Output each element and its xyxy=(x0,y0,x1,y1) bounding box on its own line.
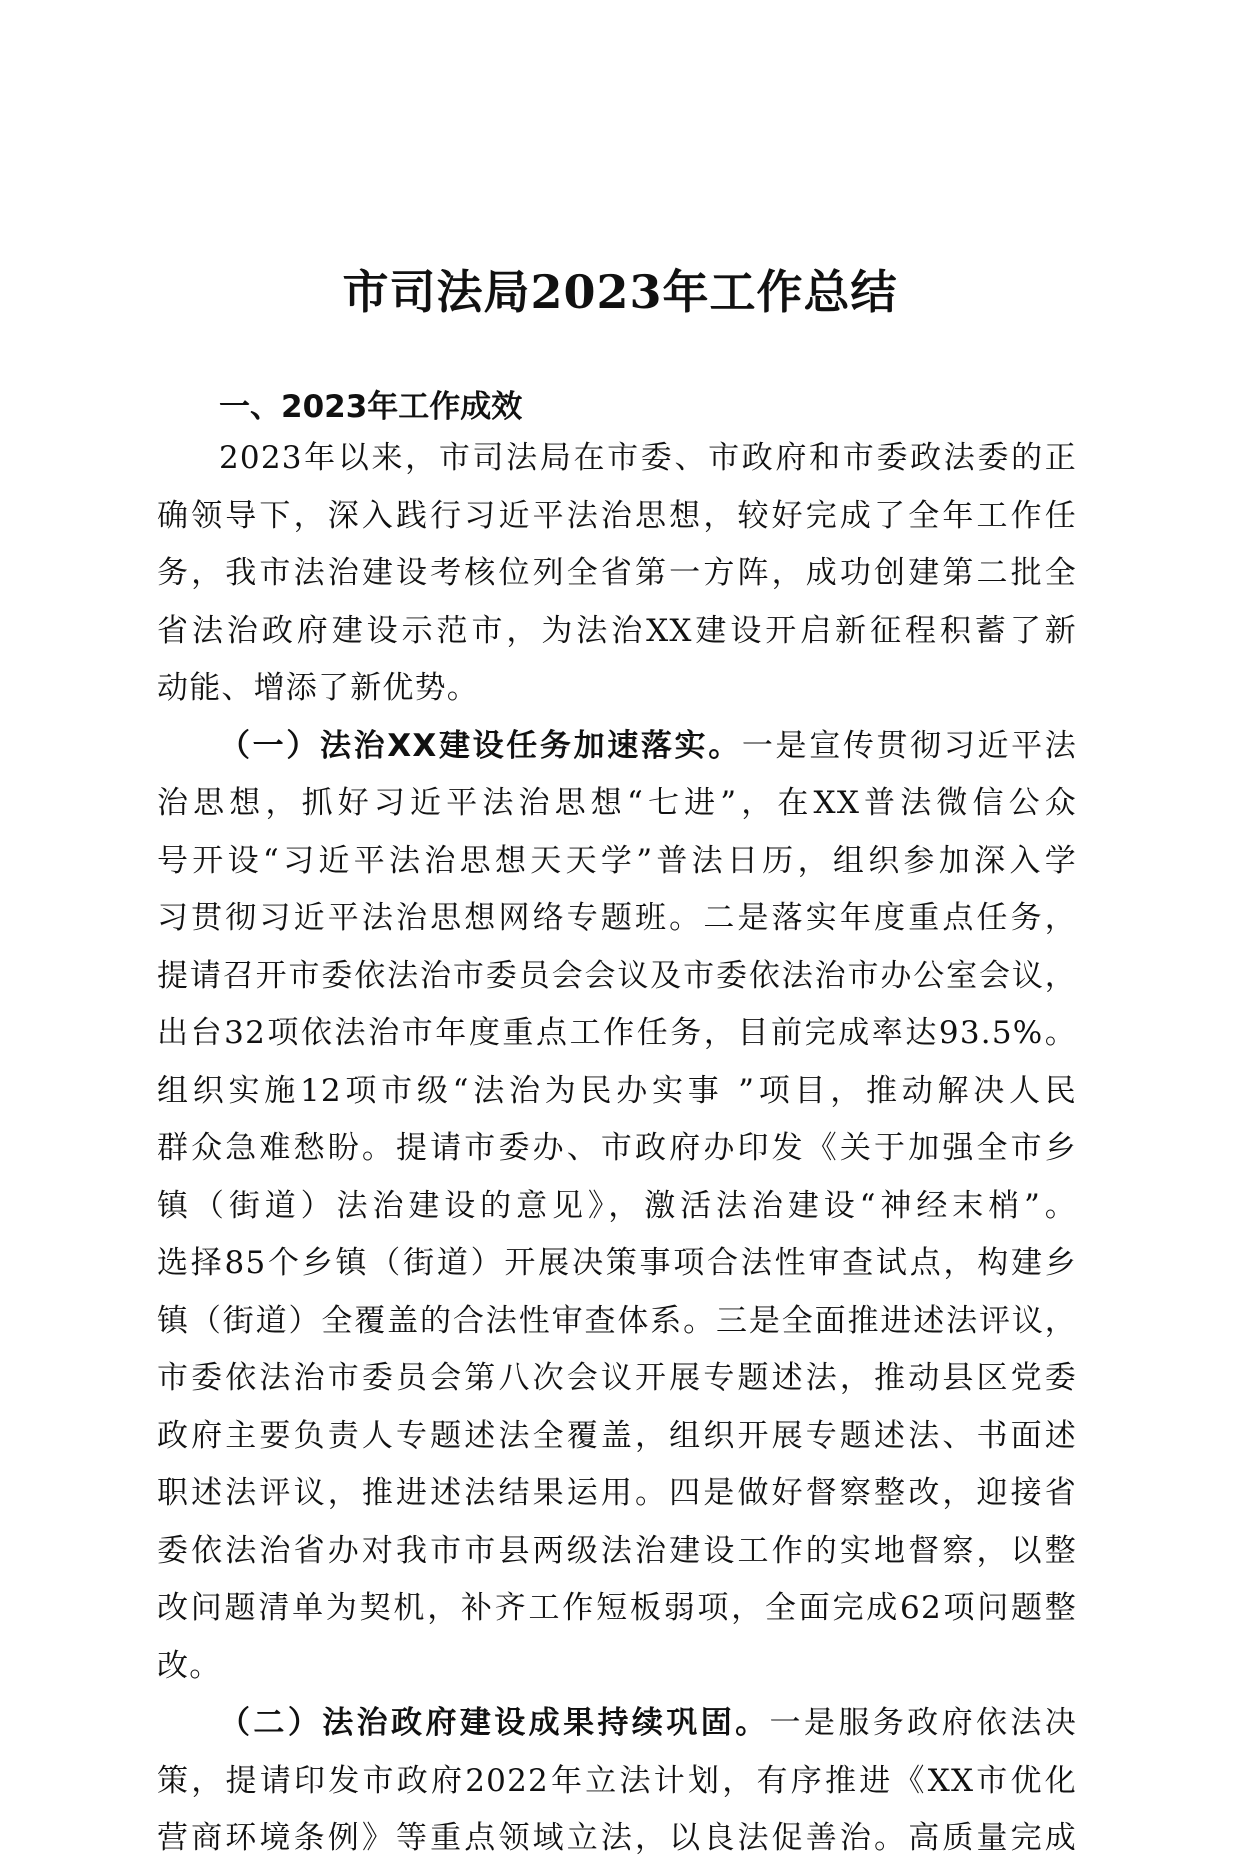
paragraph-line: 策，提请印发市政府2022年立法计划，有序推进《XX市优化 xyxy=(157,1762,1077,1799)
paragraph-line: 确领导下，深入践行习近平法治思想，较好完成了全年工作任 xyxy=(157,497,1077,534)
part2-lead-heading: （二）法治政府建设成果持续巩固。 xyxy=(219,1705,770,1741)
paragraph-line: 委依法治省办对我市市县两级法治建设工作的实地督察，以整 xyxy=(157,1532,1077,1569)
paragraph-line: 改。 xyxy=(157,1647,222,1684)
paragraph-line: 群众急难愁盼。提请市委办、市政府办印发《关于加强全市乡 xyxy=(157,1130,1077,1166)
paragraph-line: 职述法评议，推进述法结果运用。四是做好督察整改，迎接省 xyxy=(157,1475,1077,1511)
paragraph-line: 镇（街道）全覆盖的合法性审查体系。三是全面推进述法评议， xyxy=(157,1302,1077,1339)
paragraph-line: 镇（街道）法治建设的意见》，激活法治建设“神经末梢”。 xyxy=(157,1187,1077,1224)
paragraph-line: 选择85个乡镇（街道）开展决策事项合法性审查试点，构建乡 xyxy=(157,1245,1077,1281)
section-heading-achievements: 一、2023年工作成效 xyxy=(219,389,523,425)
document-title: 市司法局2023年工作总结 xyxy=(342,265,898,319)
paragraph-line: 营商环境条例》等重点领域立法，以良法促善治。高质量完成 xyxy=(157,1820,1077,1856)
paragraph-text: 一是宣传贯彻习近平法 xyxy=(741,727,1077,764)
paragraph-line: 组织实施12项市级“法治为民办实事 ”项目，推动解决人民 xyxy=(157,1072,1077,1109)
paragraph-line: 2023年以来，市司法局在市委、市政府和市委政法委的正 xyxy=(219,440,1077,476)
paragraph-line: 市委依法治市委员会第八次会议开展专题述法，推动县区党委 xyxy=(157,1360,1077,1396)
paragraph-line: 务，我市法治建设考核位列全省第一方阵，成功创建第二批全 xyxy=(157,555,1077,591)
document-body xyxy=(157,384,1077,1868)
paragraph-line: 改问题清单为契机，补齐工作短板弱项，全面完成62项问题整 xyxy=(157,1590,1077,1626)
part1-lead-heading: （一）法治XX建设任务加速落实。 xyxy=(219,727,742,764)
part2-paragraph xyxy=(157,1695,1077,1868)
paragraph-line: 省法治政府建设示范市，为法治XX建设开启新征程积蓄了新 xyxy=(157,612,1077,649)
paragraph-text: 一是服务政府依法决 xyxy=(769,1705,1077,1741)
paragraph-first-line xyxy=(157,718,1077,776)
part1-paragraph xyxy=(157,718,1077,1696)
paragraph-line: 提请召开市委依法治市委员会会议及市委依法治市办公室会议， xyxy=(157,957,1077,994)
paragraph-first-line xyxy=(157,1695,1077,1753)
intro-paragraph xyxy=(157,430,1077,718)
paragraph-line: 习贯彻习近平法治思想网络专题班。二是落实年度重点任务， xyxy=(157,900,1077,936)
paragraph-line: 号开设“习近平法治思想天天学”普法日历，组织参加深入学 xyxy=(157,842,1077,879)
paragraph-line: 治思想，抓好习近平法治思想“七进”，在XX普法微信公众 xyxy=(157,785,1077,821)
paragraph-line: 政府主要负责人专题述法全覆盖，组织开展专题述法、书面述 xyxy=(157,1417,1077,1454)
paragraph-line: 出台32项依法治市年度重点工作任务，目前完成率达93.5%。 xyxy=(157,1015,1077,1051)
paragraph-line: 动能、增添了新优势。 xyxy=(157,670,479,706)
